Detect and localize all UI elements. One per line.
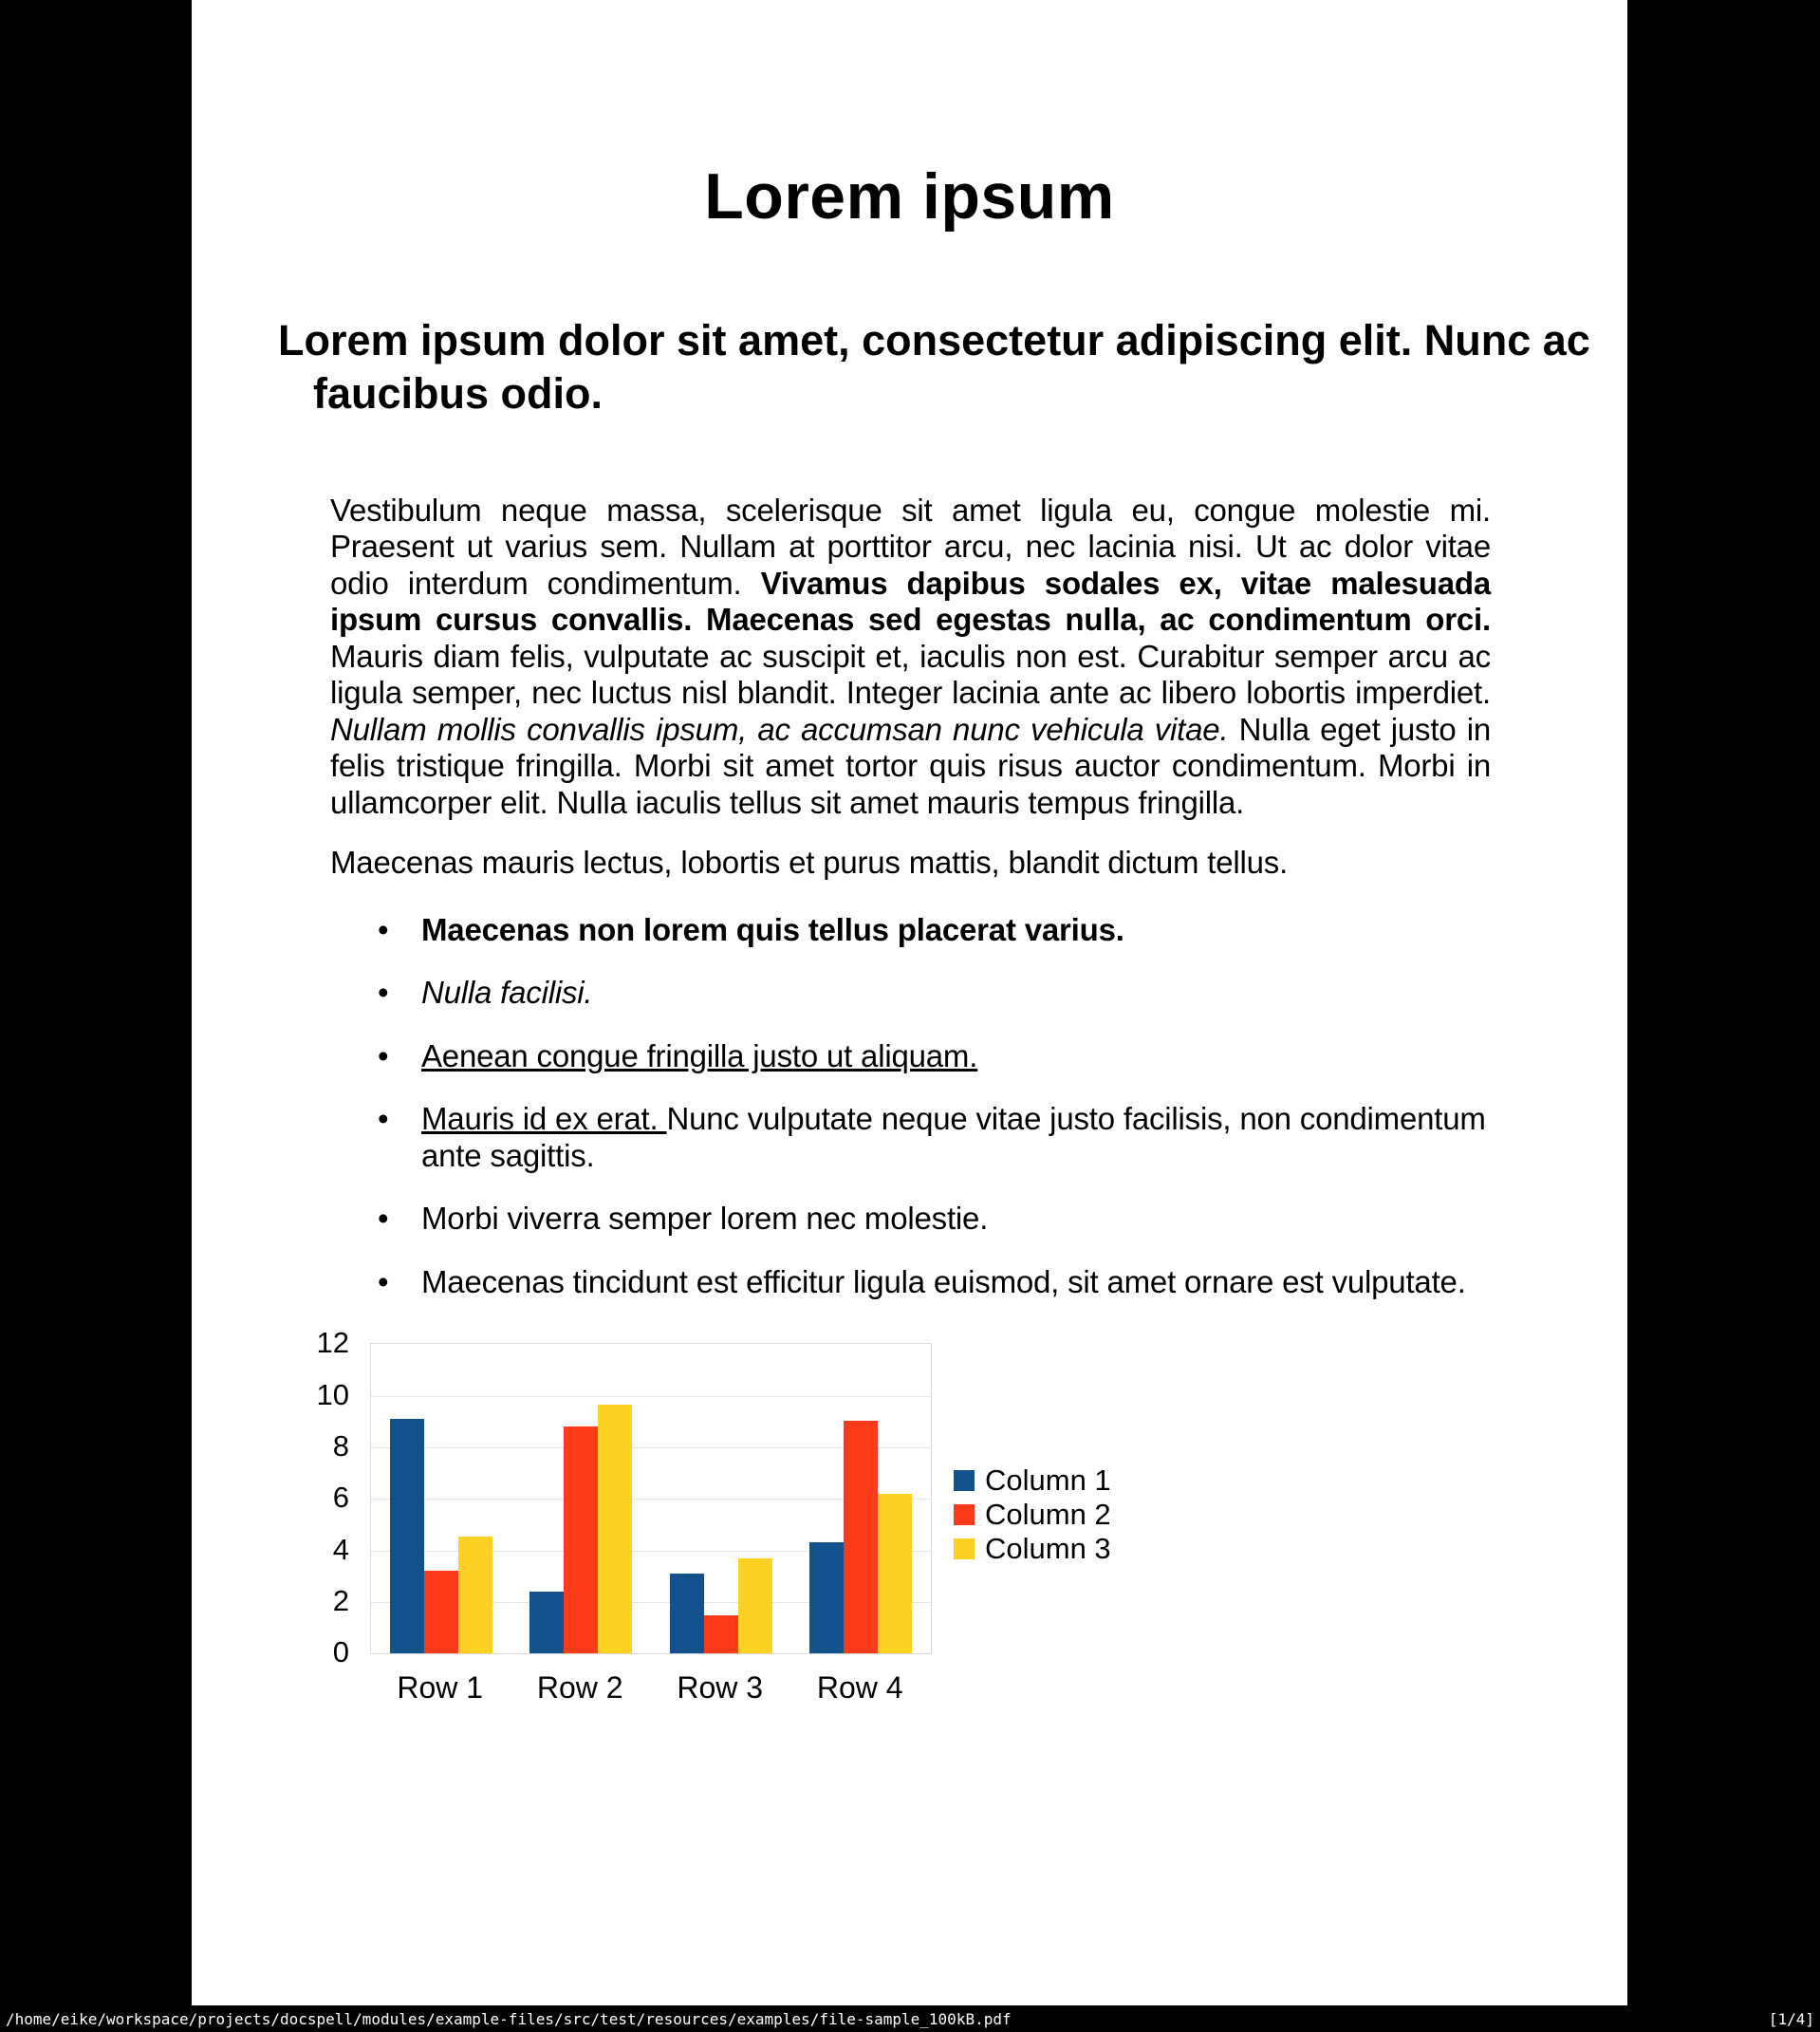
legend-item — [954, 1463, 1111, 1498]
bar-group — [651, 1558, 791, 1654]
list-item — [421, 1264, 1491, 1301]
x-axis-category-label: Row 1 — [397, 1670, 484, 1706]
bar — [458, 1537, 492, 1653]
text-segment: Nullam mollis convallis ipsum, ac accumsan nunc vehicula vitae. — [330, 711, 1239, 747]
list-item — [421, 1201, 1491, 1238]
legend-item — [954, 1498, 1111, 1532]
y-axis-tick-label: 0 — [332, 1635, 349, 1669]
bar — [564, 1426, 598, 1653]
statusbar — [0, 2005, 1820, 2032]
list-item — [421, 1038, 1491, 1075]
legend-swatch-icon — [954, 1538, 975, 1559]
y-axis-tick-label: 12 — [316, 1326, 349, 1360]
text-segment: Vivamus dapibus sodales ex, vitae malesuada ipsum cursus convallis. Maecenas sed egestas nulla, ac condimentum orci. — [330, 565, 1491, 638]
legend-swatch-icon — [954, 1504, 975, 1525]
text-segment: Mauris diam felis, vulputate ac suscipit et, iaculis non est. Curabitur semper arcu ac ligula semper, nec luctus nisl blandit. Integer lacinia ante ac libero lobortis imperdiet. — [330, 638, 1491, 711]
list-item — [421, 1101, 1491, 1174]
x-axis-category-label: Row 3 — [677, 1670, 764, 1706]
bar-group — [371, 1419, 511, 1653]
bullet-list — [192, 912, 1627, 1301]
bar — [670, 1574, 704, 1653]
text-segment: Vestibulum neque massa, scelerisque sit amet ligula eu, congue molestie mi. Praesent ut varius sem. Nullam at porttitor arcu, nec lacinia nisi. Ut ac dolor vitae odio interdum condimentum. — [330, 492, 1491, 601]
bar — [738, 1558, 772, 1654]
statusbar-page-indicator: [1/4] — [1768, 2009, 1814, 2028]
bar — [704, 1615, 738, 1654]
text-segment: Nulla eget justo in felis tristique fringilla. Morbi sit amet tortor quis risus auctor condimentum. Morbi in ullamcorper elit. Nulla iaculis tellus sit amet mauris tempus fringilla. — [330, 711, 1491, 820]
document-title: Lorem ipsum — [704, 160, 1115, 233]
bar — [598, 1405, 632, 1653]
legend-label: Column 3 — [985, 1532, 1111, 1566]
bar — [424, 1571, 458, 1653]
text-segment: Aenean congue fringilla justo ut aliquam. — [421, 1037, 978, 1073]
y-axis-tick-label: 2 — [332, 1583, 349, 1617]
document-heading: Lorem ipsum dolor sit amet, consectetur adipiscing elit. Nunc ac faucibus odio. — [278, 315, 1590, 418]
bar — [529, 1592, 564, 1653]
bar-group — [511, 1405, 652, 1653]
text-segment: Nulla facilisi. — [421, 975, 593, 1011]
statusbar-file-path: /home/eike/workspace/projects/docspell/modules/example-files/src/test/resources/examples/file-sample_100kB.pdf — [6, 2009, 1012, 2028]
chart-plot-area — [370, 1343, 932, 1654]
legend-item — [954, 1532, 1111, 1566]
text-segment: Maecenas tincidunt est efficitur ligula euismod, sit amet ornare est vulputate. — [421, 1263, 1466, 1299]
y-axis-tick-label: 8 — [332, 1428, 349, 1463]
text-segment: Maecenas non lorem quis tellus placerat varius. — [421, 911, 1124, 947]
text-segment: Nunc vulputate neque vitae justo facilisis, non condimentum ante sagittis. — [421, 1101, 1486, 1173]
chart-legend — [954, 1463, 1111, 1566]
y-axis-tick-label: 4 — [332, 1532, 349, 1566]
x-axis-category-label: Row 2 — [536, 1670, 623, 1706]
legend-label: Column 2 — [985, 1498, 1111, 1532]
bar — [809, 1542, 844, 1653]
list-item — [421, 975, 1491, 1012]
legend-label: Column 1 — [985, 1463, 1111, 1498]
text-segment: Morbi viverra semper lorem nec molestie. — [421, 1201, 989, 1237]
document-page[interactable] — [192, 0, 1627, 2005]
body-paragraph — [330, 493, 1491, 822]
gridline — [371, 1396, 931, 1397]
y-axis-tick-label: 6 — [332, 1481, 349, 1515]
legend-swatch-icon — [954, 1470, 975, 1491]
bar-chart — [254, 1326, 1118, 1731]
bar — [390, 1419, 424, 1653]
bar — [844, 1421, 878, 1653]
x-axis-category-label: Row 4 — [816, 1670, 903, 1706]
bar — [878, 1494, 912, 1653]
bar-group — [791, 1421, 932, 1653]
y-axis-tick-label: 10 — [316, 1377, 349, 1411]
body-paragraph-2: Maecenas mauris lectus, lobortis et purus mattis, blandit dictum tellus. — [330, 845, 1289, 881]
list-item — [421, 912, 1491, 949]
text-segment: Mauris id ex erat. — [421, 1101, 667, 1137]
